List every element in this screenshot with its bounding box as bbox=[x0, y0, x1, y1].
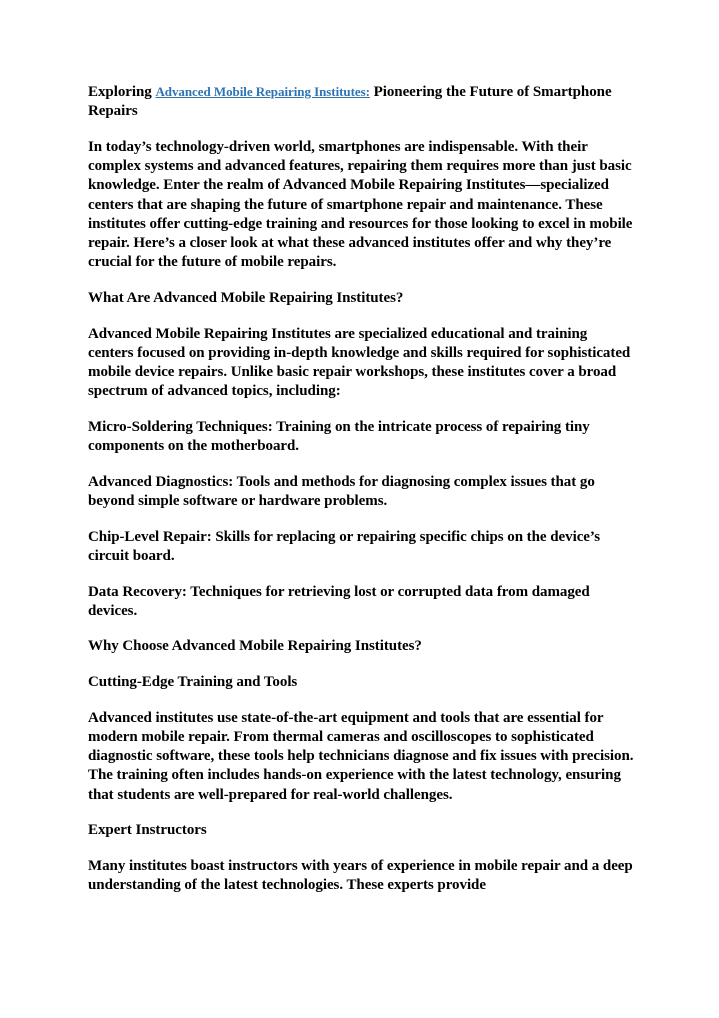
section-body-what-are: Advanced Mobile Repairing Institutes are specialized educational and training centers focused on providing in-depth knowledge and skills required for sophisticated mobile device repairs. Unlike basic repair workshops, these institutes cover a broad spectrum of advanced topics, including: bbox=[88, 325, 631, 400]
subsection-body-training: Advanced institutes use state-of-the-art equipment and tools that are essential for modern mobile repair. From thermal cameras and oscilloscopes to sophisticated diagnostic software, these tools help technicians diagnose and fix issues with precision. The training often includes hands-on experience with the latest technology, ensuring that students are well-prepared for real-world challenges. bbox=[88, 709, 634, 803]
intro-paragraph: In today’s technology-driven world, smartphones are indispensable. With their complex systems and advanced features, repairing them requires more than just basic knowledge. Enter the realm of Advanced Mobile Repairing Institutes—specialized centers that are shaping the future of smartphone repair and maintenance. These institutes offer cutting-edge training and resources for those looking to excel in mobile repair. Here’s a closer look at what these advanced institutes offer and why they’re crucial for the future of mobile repairs. bbox=[88, 138, 633, 271]
title-suffix: Pioneering the Future of Smartphone Repairs bbox=[88, 84, 612, 120]
institutes-link[interactable]: Advanced Mobile Repairing Institutes: bbox=[155, 84, 370, 99]
topic-micro-soldering: Micro-Soldering Techniques: Training on the intricate process of repairing tiny components on the motherboard. bbox=[88, 418, 590, 455]
document-title bbox=[88, 82, 636, 121]
section-heading-what-are: What Are Advanced Mobile Repairing Institutes? bbox=[88, 289, 404, 306]
section-heading-why-choose: Why Choose Advanced Mobile Repairing Institutes? bbox=[88, 638, 422, 655]
subsection-heading-instructors: Expert Instructors bbox=[88, 822, 207, 839]
document-page bbox=[88, 82, 636, 896]
topic-advanced-diagnostics: Advanced Diagnostics: Tools and methods for diagnosing complex issues that go beyond simple software or hardware problems. bbox=[88, 473, 595, 509]
topic-data-recovery: Data Recovery: Techniques for retrieving lost or corrupted data from damaged devices. bbox=[88, 583, 590, 619]
title-prefix: Exploring bbox=[88, 84, 156, 100]
topic-chip-level-repair: Chip-Level Repair: Skills for replacing or repairing specific chips on the device’s circuit board. bbox=[88, 528, 601, 564]
subsection-heading-training: Cutting-Edge Training and Tools bbox=[88, 674, 298, 691]
subsection-body-instructors: Many institutes boast instructors with years of experience in mobile repair and a deep understanding of the latest technologies. These experts provide bbox=[88, 858, 633, 894]
